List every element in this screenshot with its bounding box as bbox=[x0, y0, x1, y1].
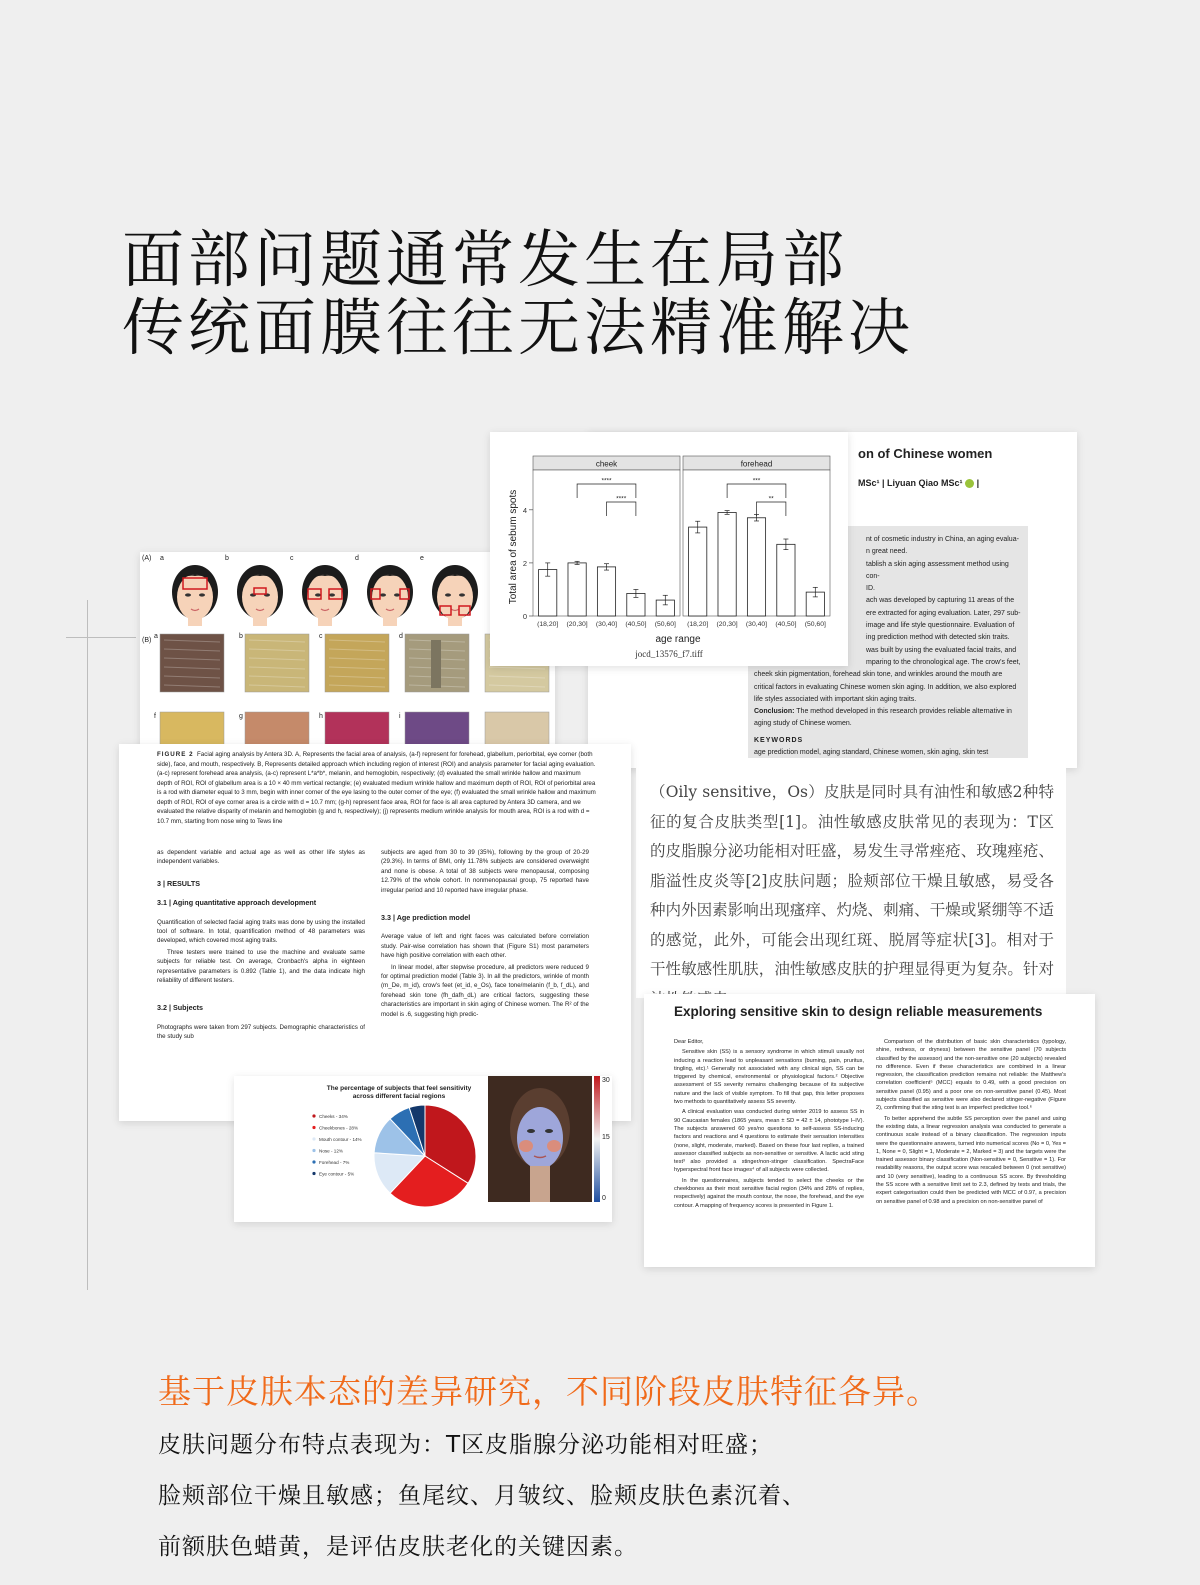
eye bbox=[394, 593, 400, 596]
sensitive-left-column bbox=[674, 1038, 864, 1212]
panel-letter: d bbox=[355, 555, 359, 562]
conclusion-label: Conclusion: bbox=[754, 708, 795, 716]
neck bbox=[318, 616, 332, 626]
face-illustration bbox=[237, 565, 283, 626]
panel-letter: d bbox=[399, 633, 403, 640]
abstract-line: critical factors in evaluating Chinese women skin aging. In addition, we also explored bbox=[754, 683, 1017, 691]
eye bbox=[199, 593, 205, 596]
figure-caption: jocd_13576_f7.tiff bbox=[635, 649, 703, 659]
excerpt-text: （Oily sensitive，Os）皮肤是同时具有油性和敏感2种特征的复合皮肤类型[1]。油性敏感皮肤常见的表现为：T区的皮脂腺分泌功能相对旺盛，易发生寻常痤疮、玫瑰痤疮、脂溢性皮炎等[2]皮肤问题；脸颊部位干燥且敏感，易受各种内外因素影响出现瘙痒、灼烧、刺痛、干燥或紧绷等不适的感觉，此外，可能会出现红斑、脱屑等症状[3]。相对于干性敏感性肌肤，油性敏感皮肤的护理显得更为复杂。针对 bbox=[650, 783, 1054, 978]
figure2-label: FIGURE 2 bbox=[157, 751, 194, 758]
face-photo-skin bbox=[517, 1107, 563, 1169]
panel-letter: f bbox=[154, 713, 156, 720]
pie-title-line2: across different facial regions bbox=[352, 1093, 446, 1100]
paragraph: To better apprehend the subtle SS perception over the panel and using the existing data, a linear regression analysis was conducted to generate a continuous scale instead of a binary classification. The regression inputs were the questionnaire answers, turned into numerical scores (No = 0, Yes = 1, None = 0, Slight = 1, Moderate = 2, Marked = 3) and the targets were the trained assessor binary classification (Non-sensitive = 0, Sensitive = 1). For readability reasons, the output score was rescaled between 0 (not sensitive) and 10 (very sensitive), leading to a continuous SS score. By thresholding the SS score with a sensitive limit set to 2.3, defined by tests and trials, the expert categorisation could then be predicted with MCC of 0.97, a precision on sensitive panel of 0.98 and a precision on non-sensitive panel of bbox=[876, 1115, 1066, 1205]
keywords-label: KEYWORDS bbox=[754, 736, 804, 744]
eye bbox=[329, 593, 335, 596]
abstract-line: ing prediction method with detected skin traits. bbox=[866, 634, 1010, 642]
eye bbox=[185, 593, 191, 596]
legend-marker bbox=[312, 1126, 315, 1129]
face-photo-neck bbox=[530, 1166, 550, 1202]
bar bbox=[747, 518, 765, 616]
figure2-caption-text: Facial aging analysis by Antera 3D. A, Represents the facial area of analysis, (a-f) represent for forehead, glabellum, periorbital, eye corner (both side), face, and mouth, respectively. B, Represents detailed approach which including region of interest (ROI) and analysis parameter for facial aging evaluation. (a-c) represent forehead area analysis, (a-c) represent L*a*b*, melanin, and hemoglobin, respectively; (d) evaluated the small wrinkle hallow and maximum depth of ROI, ROI of glabellum area is a 10 × 40 mm vertical rectangle; (e) evaluated medium wrinkle hallow and maximum depth of ROI, ROI of periorbital area is a rod with diameter equal to 3 mm, begin with inner corner of the eye lasing to the outer corner of the eye; (f) evaluated the small wrinkle hallow and maximum depth of ROI, ROI of eye corner area is a circle with d = 10.7 mm; (g-h) represent face area, ROI for face is all area captured by Antera 3D camera, and we evaluated the relative disparity of melanin and hemoglobin (g and h, respectively); (j) represents medium wrinkle analysis for mouth area, ROI is a rod with d = 10.7 mm, starting from nose wing to Tews line bbox=[157, 751, 596, 825]
abstract-line: cheek skin pigmentation, forehead skin tone, and wrinkles around the mouth are bbox=[754, 671, 1003, 679]
x-tick-label: (18,20] bbox=[687, 621, 709, 628]
scale-label: 0 bbox=[602, 1195, 606, 1202]
abstract-line: ere extracted for aging evaluation. Later, 297 sub- bbox=[866, 609, 1021, 617]
para-31b: Three testers were trained to use the machine and evaluate same subjects for reliable test. On average, Cronbach's alpha in eighteen representative parameters is 0.892 (Table 1), and the data indicate high reliability of different testers. bbox=[157, 948, 365, 985]
skin-texture-tile bbox=[325, 634, 389, 692]
y-tick-label: 4 bbox=[522, 505, 527, 515]
panel-letter: e bbox=[420, 555, 424, 562]
subsection-31: 3.1 | Aging quantitative approach development bbox=[157, 898, 317, 908]
legend-marker bbox=[312, 1137, 315, 1140]
skin-texture-tile bbox=[245, 634, 309, 692]
legend-marker bbox=[312, 1172, 315, 1175]
row-b-label: (B) bbox=[142, 637, 152, 644]
para-33a: Average value of left and right faces was calculated before correlation study. Pair-wise correlation has shown that (Figure S1) most parameters have high positive correlation with each other. bbox=[381, 933, 589, 960]
x-tick-label: (40,50] bbox=[625, 621, 647, 628]
neck bbox=[448, 616, 462, 626]
abstract-line: image and life style questionnaire. Evaluation of bbox=[866, 622, 1015, 630]
neck bbox=[383, 616, 397, 626]
paragraph: Sensitive skin (SS) is a sensory syndrome in which stimuli usually not inducing a reaction lead to unpleasant sensations (burning, pain, pruritus, tingling, etc).¹ Generally not associated with any clinical sign, SS can be triggered by chemical, environmental or physiological factors.² Objective assessment of SS severity remains challenging because of its subjective nature and the lack of visible symptom. To fill that gap, this letter proposes two methods to quantitatively assess SS severity. bbox=[674, 1049, 864, 1106]
guide-line-horizontal bbox=[66, 637, 136, 638]
significance-label: **** bbox=[616, 495, 627, 503]
abstract-line: n great need. bbox=[866, 548, 908, 556]
face-illustration bbox=[302, 565, 348, 626]
figure2-caption bbox=[157, 750, 597, 826]
summary-lines bbox=[158, 1420, 806, 1573]
paper-sensitive-title: Exploring sensitive skin to design reliable measurements bbox=[674, 1004, 1043, 1019]
legend-label: Cheeks - 34% bbox=[319, 1114, 348, 1119]
summary-highlight: 基于皮肤本态的差异研究，不同阶段皮肤特征各异。 bbox=[158, 1372, 940, 1411]
pie-title-line1: The percentage of subjects that feel sensitivity bbox=[326, 1085, 472, 1092]
bar bbox=[689, 527, 707, 616]
para-33b: In linear model, after stepwise procedure, all predictors were reduced 9 for optimal prediction model (Table 3). In all the predictors, wrinkle of month (m_De, m_id), crow's feet (et_id, e_Os), face tone/melanin (f_b, f_dL), and forehead skin tone (fh_dafh_dL) are critical factors, suggesting these characteristics are important in skin aging of Chinese women. The R² of the model is .6, suggesting high predic- bbox=[381, 963, 589, 1018]
y-tick-label: 2 bbox=[522, 558, 527, 568]
color-scale-bar bbox=[594, 1076, 600, 1202]
heat-cheek bbox=[519, 1140, 533, 1152]
paper-title: on of Chinese women bbox=[858, 446, 993, 461]
panel-letter: c bbox=[290, 555, 294, 562]
abstract-line: was built by using the evaluated facial traits, and bbox=[866, 646, 1017, 654]
x-tick-label: (30,40] bbox=[595, 621, 618, 628]
eye bbox=[315, 593, 321, 596]
bar bbox=[718, 512, 736, 616]
summary-line1: 皮肤问题分布特点表现为：T区皮脂腺分泌功能相对旺盛； bbox=[158, 1432, 774, 1458]
face-skin bbox=[242, 574, 278, 620]
x-tick-label: (20,30] bbox=[566, 621, 588, 628]
x-tick-label: (50,60] bbox=[654, 621, 676, 628]
guide-line-vertical bbox=[87, 600, 88, 1290]
abstract-line: mparing to the chronological age. The crow's feet, bbox=[866, 658, 1021, 666]
x-axis-label: age range bbox=[655, 634, 701, 645]
paragraph: Comparison of the distribution of basic skin characteristics (typology, shine, redness, or dryness) between the sensitive panel (70 subjects classified by the assessor) and the non-sensitive one (20 subjects) revealed no difference. Even if these characteristics are combined in a linear regression, the classification prediction remains not reliable: the Matthew's correlation coefficient⁵ (MCC) equals to 0.49, with a good precision on sensitive panel (0.95) and a poor one on non-sensitive panel (0.45). Most subjects classified as sensitive were also declared stinger-negative (Figure 2), confirming that the sting test is an imperfect predictive tool.⁶ bbox=[876, 1039, 1066, 1112]
paper-sensitive-skin bbox=[644, 994, 1095, 1267]
panel-title: cheek bbox=[595, 459, 618, 469]
y-tick-label: 0 bbox=[522, 612, 527, 621]
legend-label: Nose - 12% bbox=[319, 1148, 344, 1154]
face-skin bbox=[372, 574, 408, 620]
panel-title: forehead bbox=[740, 459, 773, 469]
panel-letter: i bbox=[399, 713, 401, 720]
face-skin bbox=[307, 574, 343, 620]
panel-letter: a bbox=[154, 633, 158, 640]
panel-letter: a bbox=[160, 555, 164, 562]
legend-label: Cheekbones - 28% bbox=[319, 1125, 359, 1131]
row-a-label: (A) bbox=[142, 555, 152, 562]
significance-label: **** bbox=[601, 477, 612, 485]
paragraph: In the questionnaires, subjects tended to select the cheeks or the cheekbones as their most sensitive facial region (34% and 28% of replies, respectively) against the mouth contour, the nose, the forehead, and the eye contour. A mapping of frequency scores is presented in Figure 1. bbox=[674, 1177, 864, 1209]
pie-figure-image bbox=[234, 1076, 612, 1222]
subsection-32: 3.2 | Subjects bbox=[157, 1003, 203, 1013]
face-skin bbox=[437, 574, 473, 620]
eye bbox=[380, 593, 386, 596]
panel-letter: g bbox=[239, 713, 243, 720]
legend-label: Eye contour - 5% bbox=[319, 1171, 355, 1177]
face-photo-eye bbox=[527, 1129, 535, 1133]
conclusion-text: The method developed in this research provides reliable alternative in aging study of Chinese women. bbox=[754, 708, 1012, 728]
legend-label: Mouth contour - 14% bbox=[319, 1137, 362, 1142]
abstract-line: tablish a skin aging assessment method using con- bbox=[866, 560, 1009, 580]
panel-letter: h bbox=[319, 713, 323, 720]
y-axis-label: Total area of sebum spots bbox=[508, 489, 519, 605]
significance-label: *** bbox=[752, 477, 761, 485]
bar bbox=[568, 563, 586, 616]
x-tick-label: (20,30] bbox=[716, 621, 738, 628]
sensitive-right-column bbox=[876, 1038, 1066, 1208]
bar bbox=[777, 544, 795, 616]
sebum-chart-figure bbox=[490, 432, 848, 666]
orcid-icon bbox=[965, 479, 974, 488]
sebum-chart bbox=[490, 432, 848, 647]
x-tick-label: (30,40] bbox=[745, 621, 768, 628]
x-tick-label: (18,20] bbox=[537, 621, 559, 628]
significance-label: ** bbox=[768, 495, 774, 503]
headline-line1: 面部问题通常发生在局部 bbox=[122, 223, 849, 296]
panel-letter: b bbox=[239, 633, 243, 640]
panel-letter: c bbox=[319, 633, 323, 640]
skin-texture-tile bbox=[160, 634, 224, 692]
neck bbox=[253, 616, 267, 626]
eye bbox=[459, 593, 465, 596]
paragraph: Dear Editor, bbox=[674, 1039, 704, 1045]
bar bbox=[597, 567, 615, 616]
para-32: Photographs were taken from 297 subjects. Demographic characteristics of the study sub bbox=[157, 1023, 365, 1041]
paper-right-column bbox=[381, 848, 589, 1021]
subsection-33: 3.3 | Age prediction model bbox=[381, 913, 471, 923]
face-photo-eye bbox=[545, 1129, 553, 1133]
para-31a: Quantification of selected facial aging traits was done by using the installed tool of software. In total, quantification method of 48 parameters was developed, which covered most aging traits. bbox=[157, 918, 365, 945]
summary-line2: 脸颊部位干燥且敏感；鱼尾纹、月皱纹、脸颊皮肤色素沉着、 bbox=[158, 1483, 806, 1509]
paper-authors-text: MSc¹ | Liyuan Qiao MSc¹ bbox=[858, 478, 963, 488]
scale-label: 30 bbox=[602, 1077, 610, 1084]
face-illustration bbox=[172, 565, 218, 626]
paragraph: A clinical evaluation was conducted during winter 2019 to assess SS in 90 Caucasian females (1865 years, mean ± SD = 42 ± 14, phototype I–IV). The subjects answered 60 yes/no questions to self-assess SS-inducing factors and reactions and 4 questions to estimate their sensation intensities (none, slight, moderate, marked). Based on these four last replies, a trained assessor classified subjects as non-sensitive or sensitive. A lactic acid sting test³ also provided a stinger/non-stinger classification. SpectraFace hyperspectral front face images⁴ of all subjects were collected. bbox=[674, 1109, 864, 1174]
headline bbox=[122, 223, 915, 364]
legend-marker bbox=[312, 1160, 315, 1163]
summary-line3: 前额肤色蜡黄，是评估皮肤老化的关键因素。 bbox=[158, 1534, 638, 1560]
right-intro: subjects are aged from 30 to 39 (35%), following by the group of 20-29 (29.3%). In terms of BMI, only 11.78% subjects are considered overweight and none is obese. A total of 38 subjects were menopausal, composing 12.79% of the whole cohort. In nonmenopausal group, 75 reported have irregular period and 10 reported have irregular phase. bbox=[381, 849, 589, 894]
paper-left-column bbox=[157, 848, 365, 1044]
headline-line2: 传统面膜往往无法精准解决 bbox=[122, 291, 915, 364]
heat-cheek bbox=[547, 1140, 561, 1152]
keywords-text: age prediction model, aging standard, Chinese women, skin aging, skin test bbox=[754, 749, 989, 757]
chinese-text-excerpt bbox=[636, 768, 1066, 998]
abstract-line: ach was developed by capturing 11 areas of the bbox=[866, 597, 1015, 605]
abstract-line: ID. bbox=[866, 585, 875, 593]
neck bbox=[188, 616, 202, 626]
section-results: 3 | RESULTS bbox=[157, 878, 201, 888]
pie-figure bbox=[234, 1076, 612, 1222]
paper-authors-sep: | bbox=[976, 478, 980, 488]
paper-authors bbox=[858, 478, 979, 488]
x-tick-label: (50,60] bbox=[804, 621, 826, 628]
abstract-line: nt of cosmetic industry in China, an aging evalua- bbox=[866, 536, 1019, 543]
face-illustration bbox=[367, 565, 413, 626]
legend-marker bbox=[312, 1149, 315, 1152]
paper-figure2 bbox=[119, 744, 631, 1121]
roi-strip bbox=[431, 640, 441, 688]
x-tick-label: (40,50] bbox=[775, 621, 797, 628]
scale-label: 15 bbox=[602, 1134, 610, 1141]
left-intro: as dependent variable and actual age as well as other life styles as independent variables. bbox=[157, 849, 365, 866]
abstract-conclusion bbox=[754, 706, 1022, 731]
panel-letter: b bbox=[225, 555, 229, 562]
legend-marker bbox=[312, 1114, 315, 1117]
face-illustration bbox=[432, 565, 478, 626]
abstract-line: life styles associated with important skin aging traits. bbox=[754, 695, 917, 703]
legend-label: Forehead - 7% bbox=[319, 1160, 350, 1165]
eye bbox=[445, 593, 451, 596]
